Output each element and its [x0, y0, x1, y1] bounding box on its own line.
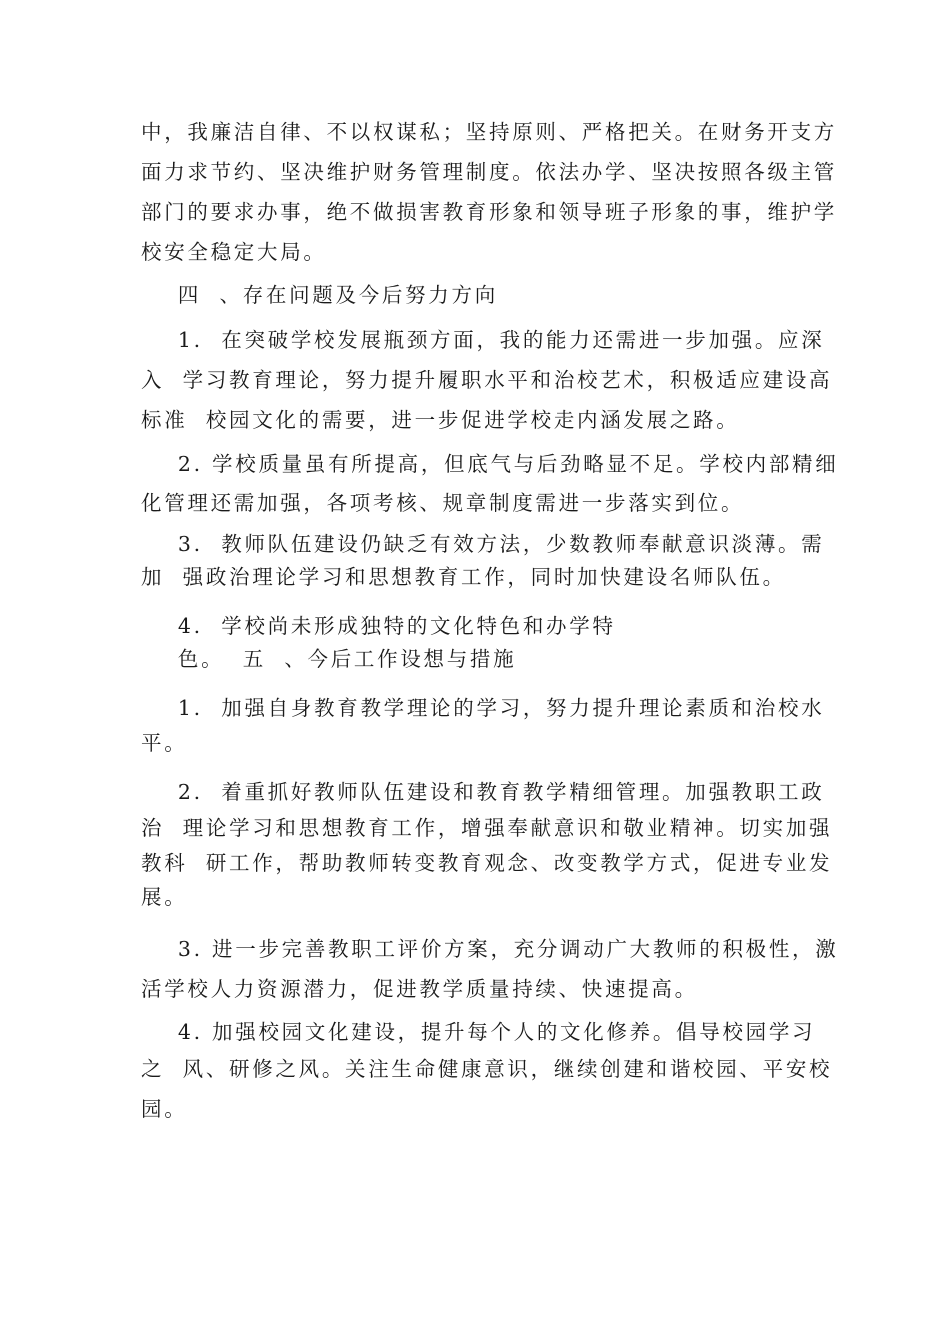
text-line: 园。 — [141, 1097, 188, 1121]
text-line: 标准 校园文化的需要，进一步促进学校走内涵发展之路。 — [141, 408, 740, 432]
text-line: 化管理还需加强，各项考核、规章制度需进一步落实到位。 — [141, 491, 745, 515]
text-line: 部门的要求办事，绝不做损害教育形象和领导班子形象的事，维护学 — [141, 200, 837, 224]
text-line: 平。 — [141, 731, 188, 755]
text-line: 4. 学校尚未形成独特的文化特色和办学特 — [141, 614, 616, 638]
text-line: 1. 加强自身教育教学理论的学习，努力提升理论素质和治校水 — [141, 696, 825, 720]
text-line: 展。 — [141, 885, 188, 909]
text-line: 中，我廉洁自律、不以权谋私；坚持原则、严格把关。在财务开支方 — [141, 120, 837, 144]
text-line: 2. 着重抓好教师队伍建设和教育教学精细管理。加强教职工政 — [141, 780, 825, 804]
text-line: 之 风、研修之风。关注生命健康意识，继续创建和谐校园、平安校 — [141, 1057, 833, 1081]
text-line: 1. 在突破学校发展瓶颈方面，我的能力还需进一步加强。应深 — [141, 328, 825, 352]
text-line: 3. 教师队伍建设仍缺乏有效方法，少数教师奉献意识淡薄。需 — [141, 532, 825, 556]
text-line: 面力求节约、坚决维护财务管理制度。依法办学、坚决按照各级主管 — [141, 160, 837, 184]
section-heading-4: 四 、存在问题及今后努力方向 — [141, 283, 498, 307]
text-line: 教科 研工作，帮助教师转变教育观念、改变教学方式，促进专业发 — [141, 851, 833, 875]
text-line: 活学校人力资源潜力，促进教学质量持续、快速提高。 — [141, 977, 698, 1001]
text-line: 2. 学校质量虽有所提高，但底气与后劲略显不足。学校内部精细 — [141, 452, 839, 476]
text-line: 4. 加强校园文化建设，提升每个人的文化修养。倡导校园学习 — [141, 1020, 816, 1044]
text-line: 3. 进一步完善教职工评价方案，充分调动广大教师的积极性，激 — [141, 937, 839, 961]
text-line: 入 学习教育理论，努力提升履职水平和治校艺术，积极适应建设高 — [141, 368, 833, 392]
text-line: 治 理论学习和思想教育工作，增强奉献意识和敬业精神。切实加强 — [141, 816, 833, 840]
section-heading-5: 色。 五 、今后工作设想与措施 — [141, 647, 517, 671]
text-line: 校安全稳定大局。 — [141, 240, 327, 264]
text-line: 加 强政治理论学习和思想教育工作，同时加快建设名师队伍。 — [141, 565, 786, 589]
